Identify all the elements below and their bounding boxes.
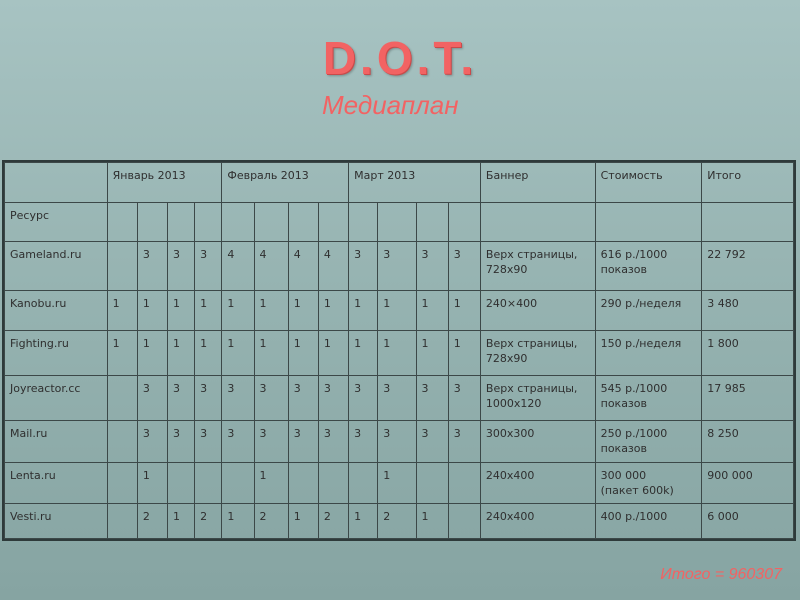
header-corner-cell: [5, 163, 108, 203]
week-header-cell: [254, 202, 288, 242]
week-cell: 1: [168, 504, 195, 539]
banner-line: 1000x120: [485, 397, 542, 411]
banner-line: Верх страницы,: [485, 337, 578, 351]
cost-cell: [595, 462, 702, 504]
week-cell: 3: [416, 376, 448, 421]
banner-cell: [480, 242, 595, 291]
week-cell: 2: [137, 504, 167, 539]
media-plan-table: [4, 162, 794, 539]
cost-cell: [595, 291, 702, 331]
week-cell: 1: [107, 331, 137, 376]
week-cell: 1: [288, 504, 318, 539]
week-cell: 3: [416, 420, 448, 462]
week-cell: 3: [416, 242, 448, 291]
week-header-cell: [448, 202, 480, 242]
banner-cell: [480, 376, 595, 421]
total-cell: 8 250: [702, 420, 794, 462]
week-header-cell: [107, 202, 137, 242]
week-cell: 1: [254, 331, 288, 376]
week-cell: [318, 462, 348, 504]
week-cell: [107, 376, 137, 421]
week-cell: 1: [288, 291, 318, 331]
header-month-january: Январь 2013: [107, 163, 222, 203]
header-resource: Ресурс: [5, 202, 108, 242]
week-cell: 1: [288, 331, 318, 376]
week-header-cell: [288, 202, 318, 242]
week-cell: 1: [222, 291, 254, 331]
week-cell: 1: [168, 291, 195, 331]
table-row: [5, 462, 794, 504]
week-cell: 1: [448, 291, 480, 331]
week-cell: 3: [137, 376, 167, 421]
week-cell: [107, 504, 137, 539]
week-cell: [107, 462, 137, 504]
week-cell: 4: [222, 242, 254, 291]
week-cell: 3: [222, 376, 254, 421]
week-cell: 1: [195, 331, 222, 376]
week-cell: 1: [378, 462, 416, 504]
week-cell: 3: [222, 420, 254, 462]
resource-cell: Kanobu.ru: [5, 291, 108, 331]
banner-line: Верх страницы,: [485, 248, 578, 262]
week-cell: 3: [195, 420, 222, 462]
week-cell: 1: [254, 462, 288, 504]
week-cell: 3: [448, 242, 480, 291]
week-header-cell: [416, 202, 448, 242]
resource-cell: Fighting.ru: [5, 331, 108, 376]
resource-cell: Joyreactor.cc: [5, 376, 108, 421]
week-cell: 3: [318, 376, 348, 421]
cost-line: 545 р./1000: [600, 382, 668, 396]
week-cell: [195, 462, 222, 504]
banner-line: Верх страницы,: [485, 382, 578, 396]
week-cell: [416, 462, 448, 504]
header-row-months: [5, 163, 794, 203]
page-title: D.O.T.: [322, 32, 478, 84]
cost-line: (пакет 600k): [600, 483, 674, 497]
week-cell: 1: [137, 331, 167, 376]
week-cell: 1: [137, 462, 167, 504]
banner-header-cell: [480, 202, 595, 242]
cost-line: показов: [600, 263, 647, 277]
week-cell: 1: [222, 504, 254, 539]
week-cell: 3: [349, 420, 378, 462]
week-cell: 1: [416, 291, 448, 331]
week-cell: 1: [137, 291, 167, 331]
banner-line: 240x400: [485, 468, 535, 482]
week-cell: [448, 504, 480, 539]
week-cell: 3: [195, 376, 222, 421]
table-row: [5, 331, 794, 376]
media-plan-table-container: [2, 160, 796, 541]
week-cell: 1: [378, 331, 416, 376]
week-cell: 3: [254, 420, 288, 462]
week-cell: 2: [195, 504, 222, 539]
week-cell: 1: [318, 291, 348, 331]
week-cell: [448, 462, 480, 504]
week-header-cell: [195, 202, 222, 242]
total-cell: 1 800: [702, 331, 794, 376]
banner-cell: [480, 504, 595, 539]
week-cell: [107, 420, 137, 462]
week-cell: 1: [416, 504, 448, 539]
cost-cell: [595, 331, 702, 376]
week-header-cell: [137, 202, 167, 242]
week-cell: 3: [137, 420, 167, 462]
week-cell: 2: [254, 504, 288, 539]
week-cell: 3: [378, 420, 416, 462]
page-subtitle: Медиаплан: [322, 90, 459, 120]
resource-cell: Gameland.ru: [5, 242, 108, 291]
total-cell: 22 792: [702, 242, 794, 291]
week-cell: 4: [254, 242, 288, 291]
cost-line: 300 000: [600, 468, 647, 482]
week-cell: 1: [448, 331, 480, 376]
week-cell: 1: [254, 291, 288, 331]
table-row: [5, 242, 794, 291]
week-cell: [222, 462, 254, 504]
cost-header-cell: [595, 202, 702, 242]
banner-line: 728x90: [485, 263, 528, 277]
week-cell: 3: [378, 376, 416, 421]
banner-line: 300x300: [485, 426, 535, 440]
banner-line: 240x400: [485, 510, 535, 524]
banner-cell: [480, 331, 595, 376]
week-header-cell: [222, 202, 254, 242]
cost-cell: [595, 376, 702, 421]
header-total: Итого: [702, 163, 794, 203]
week-cell: 1: [318, 331, 348, 376]
week-cell: 3: [137, 242, 167, 291]
week-cell: 3: [378, 242, 416, 291]
cost-line: 400 р./1000: [600, 510, 668, 524]
total-cell: 900 000: [702, 462, 794, 504]
cost-cell: [595, 504, 702, 539]
banner-line: 240×400: [485, 297, 538, 311]
grand-total: Итого = 960307: [660, 566, 782, 583]
week-cell: 3: [288, 420, 318, 462]
week-cell: 4: [318, 242, 348, 291]
resource-cell: Mail.ru: [5, 420, 108, 462]
header-banner: Баннер: [480, 163, 595, 203]
week-cell: 1: [195, 291, 222, 331]
week-cell: 3: [168, 420, 195, 462]
week-cell: [107, 242, 137, 291]
total-cell: 6 000: [702, 504, 794, 539]
banner-cell: [480, 462, 595, 504]
week-cell: 3: [448, 376, 480, 421]
cost-line: показов: [600, 397, 647, 411]
week-cell: [288, 462, 318, 504]
week-cell: 3: [168, 242, 195, 291]
total-header-cell: [702, 202, 794, 242]
table-row: [5, 376, 794, 421]
week-cell: 1: [222, 331, 254, 376]
week-cell: 3: [254, 376, 288, 421]
week-cell: 1: [349, 504, 378, 539]
cost-cell: [595, 242, 702, 291]
header-month-february: Февраль 2013: [222, 163, 349, 203]
week-cell: 3: [168, 376, 195, 421]
week-cell: 3: [318, 420, 348, 462]
week-cell: 2: [378, 504, 416, 539]
week-cell: 3: [195, 242, 222, 291]
total-cell: 3 480: [702, 291, 794, 331]
header-month-march: Март 2013: [349, 163, 481, 203]
week-cell: 1: [349, 331, 378, 376]
week-cell: 1: [416, 331, 448, 376]
cost-line: 250 р./1000: [600, 426, 668, 440]
week-cell: 4: [288, 242, 318, 291]
week-header-cell: [318, 202, 348, 242]
banner-line: 728x90: [485, 352, 528, 366]
week-cell: [349, 462, 378, 504]
banner-cell: [480, 291, 595, 331]
header-row-weeks: [5, 202, 794, 242]
week-cell: 3: [288, 376, 318, 421]
table-row: [5, 420, 794, 462]
cost-line: 616 р./1000: [600, 248, 668, 262]
cost-line: 150 р./неделя: [600, 337, 682, 351]
week-cell: 1: [349, 291, 378, 331]
header-cost: Стоимость: [595, 163, 702, 203]
week-cell: 3: [349, 376, 378, 421]
cost-cell: [595, 420, 702, 462]
resource-cell: Lenta.ru: [5, 462, 108, 504]
resource-cell: Vesti.ru: [5, 504, 108, 539]
table-row: [5, 504, 794, 539]
week-cell: 3: [349, 242, 378, 291]
week-header-cell: [378, 202, 416, 242]
week-header-cell: [168, 202, 195, 242]
week-cell: 1: [378, 291, 416, 331]
week-cell: 2: [318, 504, 348, 539]
week-cell: 1: [107, 291, 137, 331]
total-cell: 17 985: [702, 376, 794, 421]
week-cell: 3: [448, 420, 480, 462]
week-header-cell: [349, 202, 378, 242]
cost-line: 290 р./неделя: [600, 297, 682, 311]
week-cell: 1: [168, 331, 195, 376]
cost-line: показов: [600, 441, 647, 455]
week-cell: [168, 462, 195, 504]
table-row: [5, 291, 794, 331]
banner-cell: [480, 420, 595, 462]
